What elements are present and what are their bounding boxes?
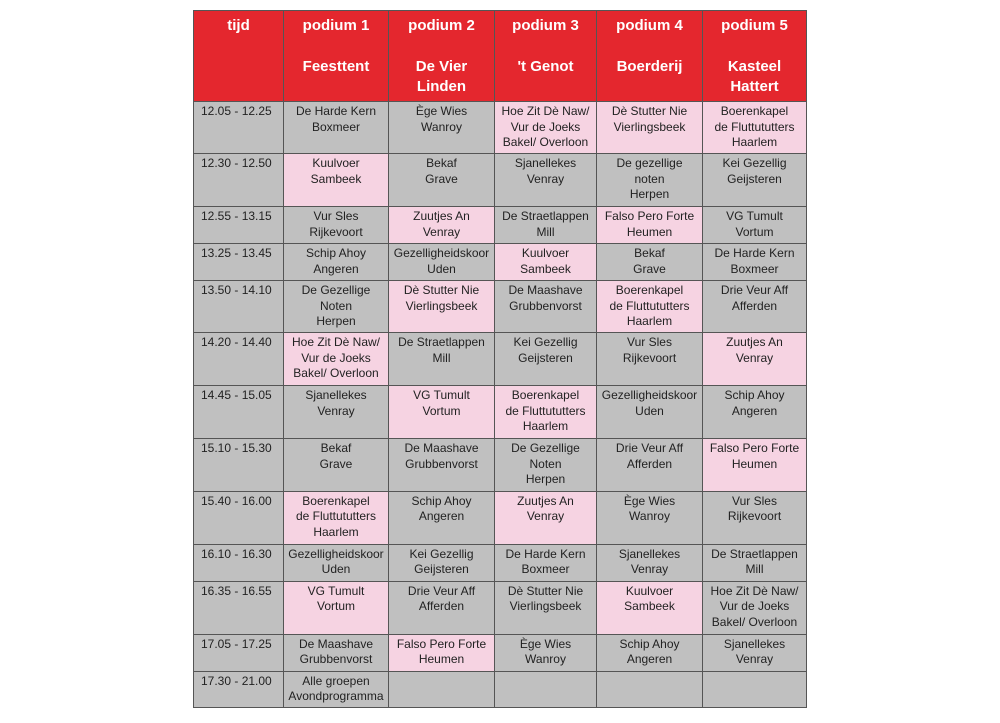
schedule-row bbox=[194, 491, 807, 544]
performance-cell: Ège Wies Wanroy bbox=[495, 634, 597, 671]
performance-cell: Bekaf Grave bbox=[389, 154, 495, 207]
header-stage-4 bbox=[597, 11, 703, 102]
performance-cell: Sjanellekes Venray bbox=[703, 634, 807, 671]
stage-venue: Boerderij bbox=[616, 58, 683, 75]
stage-name: podium 1 bbox=[302, 17, 370, 34]
performance-cell: De Maashave Grubbenvorst bbox=[284, 634, 389, 671]
performance-cell: Hoe Zit Dè Naw/ Vur de Joeks Bakel/ Overloon bbox=[284, 333, 389, 386]
performance-cell: Schip Ahoy Angeren bbox=[703, 386, 807, 439]
performance-cell: Sjanellekes Venray bbox=[284, 386, 389, 439]
schedule-table bbox=[193, 10, 807, 708]
performance-cell: De Straetlappen Mill bbox=[495, 207, 597, 244]
performance-cell: Boerenkapel de Fluttututters Haarlem bbox=[495, 386, 597, 439]
performance-cell: Kei Gezellig Geijsteren bbox=[703, 154, 807, 207]
performance-cell: Zuutjes An Venray bbox=[495, 491, 597, 544]
performance-cell: Vur Sles Rijkevoort bbox=[284, 207, 389, 244]
performance-cell: De Maashave Grubbenvorst bbox=[389, 439, 495, 491]
time-slot: 16.35 - 16.55 bbox=[194, 581, 284, 634]
performance-cell: Dè Stutter Nie Vierlingsbeek bbox=[389, 281, 495, 333]
stage-name: podium 5 bbox=[721, 17, 788, 34]
performance-cell: Drie Veur Aff Afferden bbox=[597, 439, 703, 491]
performance-cell: Ège Wies Wanroy bbox=[389, 102, 495, 154]
schedule-row bbox=[194, 207, 807, 244]
performance-cell: Falso Pero Forte Heumen bbox=[389, 634, 495, 671]
performance-cell: Sjanellekes Venray bbox=[495, 154, 597, 207]
schedule-row bbox=[194, 281, 807, 333]
schedule-body bbox=[194, 102, 807, 708]
performance-cell: VG Tumult Vortum bbox=[389, 386, 495, 439]
stage-venue: Kasteel Hattert bbox=[727, 58, 782, 95]
time-slot: 12.30 - 12.50 bbox=[194, 154, 284, 207]
performance-cell: VG Tumult Vortum bbox=[284, 581, 389, 634]
performance-cell: De Straetlappen Mill bbox=[389, 333, 495, 386]
performance-cell: Kei Gezellig Geijsteren bbox=[389, 544, 495, 581]
performance-cell: Dè Stutter Nie Vierlingsbeek bbox=[495, 581, 597, 634]
performance-cell: De Harde Kern Boxmeer bbox=[284, 102, 389, 154]
performance-cell: Boerenkapel de Fluttututters Haarlem bbox=[703, 102, 807, 154]
performance-cell: Schip Ahoy Angeren bbox=[597, 634, 703, 671]
stage-venue: De Vier Linden bbox=[415, 58, 468, 95]
schedule-row bbox=[194, 102, 807, 154]
performance-cell: Vur Sles Rijkevoort bbox=[703, 491, 807, 544]
time-slot: 14.45 - 15.05 bbox=[194, 386, 284, 439]
performance-cell: Hoe Zit Dè Naw/ Vur de Joeks Bakel/ Overloon bbox=[703, 581, 807, 634]
performance-cell: Schip Ahoy Angeren bbox=[389, 491, 495, 544]
performance-cell: Gezelligheidskoor Uden bbox=[389, 244, 495, 281]
performance-cell: Zuutjes An Venray bbox=[703, 333, 807, 386]
performance-cell: Kuulvoer Sambeek bbox=[597, 581, 703, 634]
schedule-row bbox=[194, 634, 807, 671]
time-slot: 16.10 - 16.30 bbox=[194, 544, 284, 581]
performance-cell: Boerenkapel de Fluttututters Haarlem bbox=[284, 491, 389, 544]
performance-cell: Kuulvoer Sambeek bbox=[495, 244, 597, 281]
header-row bbox=[194, 11, 807, 102]
stage-name: podium 2 bbox=[408, 17, 475, 34]
performance-cell: Kuulvoer Sambeek bbox=[284, 154, 389, 207]
header-stage-1 bbox=[284, 11, 389, 102]
performance-cell: VG Tumult Vortum bbox=[703, 207, 807, 244]
performance-cell: Gezelligheidskoor Uden bbox=[597, 386, 703, 439]
schedule-row bbox=[194, 544, 807, 581]
performance-cell: Falso Pero Forte Heumen bbox=[597, 207, 703, 244]
header-stage-3 bbox=[495, 11, 597, 102]
stage-name: podium 3 bbox=[512, 17, 579, 34]
stage-venue: 't Genot bbox=[517, 58, 574, 75]
time-slot: 14.20 - 14.40 bbox=[194, 333, 284, 386]
time-slot: 12.55 - 13.15 bbox=[194, 207, 284, 244]
performance-cell bbox=[703, 671, 807, 707]
time-slot: 17.05 - 17.25 bbox=[194, 634, 284, 671]
performance-cell: Ège Wies Wanroy bbox=[597, 491, 703, 544]
time-slot: 15.40 - 16.00 bbox=[194, 491, 284, 544]
time-slot: 13.50 - 14.10 bbox=[194, 281, 284, 333]
schedule-row bbox=[194, 671, 807, 707]
performance-cell: De Gezellige Noten Herpen bbox=[284, 281, 389, 333]
performance-cell: Falso Pero Forte Heumen bbox=[703, 439, 807, 491]
performance-cell: Schip Ahoy Angeren bbox=[284, 244, 389, 281]
performance-cell bbox=[389, 671, 495, 707]
schedule-row bbox=[194, 333, 807, 386]
performance-cell: Bekaf Grave bbox=[284, 439, 389, 491]
schedule-row bbox=[194, 581, 807, 634]
stage-name: podium 4 bbox=[616, 17, 683, 34]
performance-cell bbox=[495, 671, 597, 707]
performance-cell: De gezellige noten Herpen bbox=[597, 154, 703, 207]
stage-venue: Feesttent bbox=[302, 58, 370, 75]
header-time: tijd bbox=[194, 11, 284, 102]
performance-cell: Drie Veur Aff Afferden bbox=[703, 281, 807, 333]
time-slot: 12.05 - 12.25 bbox=[194, 102, 284, 154]
performance-cell: Drie Veur Aff Afferden bbox=[389, 581, 495, 634]
time-slot: 17.30 - 21.00 bbox=[194, 671, 284, 707]
performance-cell: Boerenkapel de Fluttututters Haarlem bbox=[597, 281, 703, 333]
performance-cell: Alle groepen Avondprogramma bbox=[284, 671, 389, 707]
schedule-row bbox=[194, 386, 807, 439]
schedule-row bbox=[194, 154, 807, 207]
schedule-row bbox=[194, 439, 807, 491]
performance-cell: De Harde Kern Boxmeer bbox=[495, 544, 597, 581]
performance-cell: De Straetlappen Mill bbox=[703, 544, 807, 581]
performance-cell: Bekaf Grave bbox=[597, 244, 703, 281]
schedule-row bbox=[194, 244, 807, 281]
time-slot: 15.10 - 15.30 bbox=[194, 439, 284, 491]
performance-cell: Zuutjes An Venray bbox=[389, 207, 495, 244]
performance-cell: De Maashave Grubbenvorst bbox=[495, 281, 597, 333]
performance-cell: De Harde Kern Boxmeer bbox=[703, 244, 807, 281]
performance-cell: Gezelligheidskoor Uden bbox=[284, 544, 389, 581]
performance-cell: Hoe Zit Dè Naw/ Vur de Joeks Bakel/ Overloon bbox=[495, 102, 597, 154]
performance-cell: Dè Stutter Nie Vierlingsbeek bbox=[597, 102, 703, 154]
performance-cell: Vur Sles Rijkevoort bbox=[597, 333, 703, 386]
performance-cell: Sjanellekes Venray bbox=[597, 544, 703, 581]
header-stage-5 bbox=[703, 11, 807, 102]
performance-cell bbox=[597, 671, 703, 707]
performance-cell: De Gezellige Noten Herpen bbox=[495, 439, 597, 491]
performance-cell: Kei Gezellig Geijsteren bbox=[495, 333, 597, 386]
time-slot: 13.25 - 13.45 bbox=[194, 244, 284, 281]
header-stage-2 bbox=[389, 11, 495, 102]
